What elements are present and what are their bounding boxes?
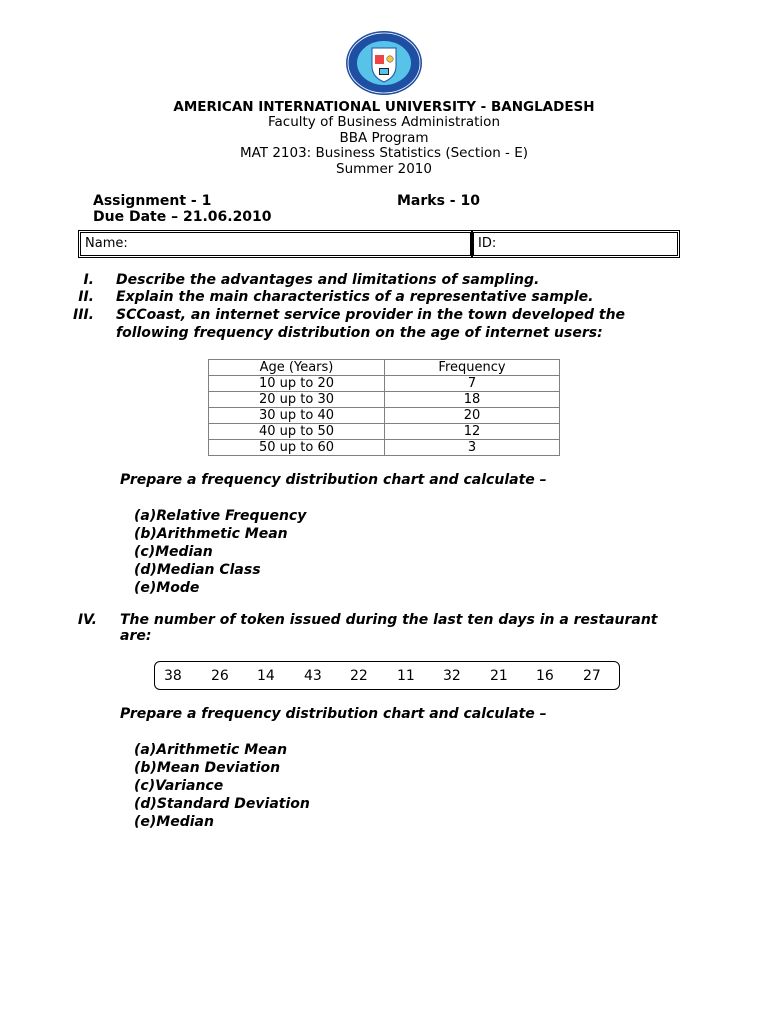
q3-instruction: Prepare a frequency distribution chart and calculate – xyxy=(120,472,547,488)
table-cell: 40 up to 50 xyxy=(209,424,385,440)
token-value: 14 xyxy=(257,668,275,684)
list-item: (c)Variance xyxy=(134,778,224,794)
program-name: BBA Program xyxy=(339,130,429,146)
token-value: 26 xyxy=(211,668,229,684)
table-cell: 18 xyxy=(385,392,560,408)
list-item: (e)Mode xyxy=(134,580,200,596)
faculty-name: Faculty of Business Administration xyxy=(267,114,500,130)
token-value: 16 xyxy=(536,668,554,684)
table-row xyxy=(209,408,560,424)
q3-text-line1: SCCoast, an internet service provider in the town developed the xyxy=(116,307,626,323)
q4-text-line1: The number of token issued during the last ten days in a restaurant xyxy=(120,612,658,628)
list-item: (e)Median xyxy=(134,814,214,830)
table-cell: 10 up to 20 xyxy=(209,376,385,392)
table-cell: 20 xyxy=(385,408,560,424)
id-label: ID: xyxy=(478,236,497,251)
university-name: AMERICAN INTERNATIONAL UNIVERSITY - BANGLADESH xyxy=(173,99,595,115)
q2-text: Explain the main characteristics of a representative sample. xyxy=(116,289,594,305)
marks: Marks - 10 xyxy=(397,193,480,209)
table-cell: 3 xyxy=(385,440,560,456)
table-row xyxy=(209,424,560,440)
q3-subitems xyxy=(134,507,306,597)
term: Summer 2010 xyxy=(336,161,432,177)
name-field[interactable] xyxy=(80,232,471,256)
token-value: 11 xyxy=(397,668,415,684)
table-row xyxy=(209,440,560,456)
table-header-row xyxy=(209,360,560,376)
table-cell: 30 up to 40 xyxy=(209,408,385,424)
q1-number: I. xyxy=(83,272,94,288)
q2-number: II. xyxy=(78,289,94,305)
table-header-age: Age (Years) xyxy=(209,360,385,376)
table-cell: 7 xyxy=(385,376,560,392)
token-value: 32 xyxy=(443,668,461,684)
q4-text-line2: are: xyxy=(120,628,152,644)
token-value: 21 xyxy=(490,668,508,684)
list-item: (b)Mean Deviation xyxy=(134,760,281,776)
q3-text-line2: following frequency distribution on the age of internet users: xyxy=(116,325,603,341)
q1-text: Describe the advantages and limitations of sampling. xyxy=(116,272,540,288)
token-values-box xyxy=(154,661,620,690)
table-row xyxy=(209,392,560,408)
table-row xyxy=(209,376,560,392)
course-title: MAT 2103: Business Statistics (Section - E) xyxy=(239,145,529,161)
list-item: (b)Arithmetic Mean xyxy=(134,526,288,542)
id-field[interactable] xyxy=(473,232,678,256)
list-item: (a)Relative Frequency xyxy=(134,508,307,524)
q4-subitems xyxy=(134,741,310,831)
name-label: Name: xyxy=(85,236,128,251)
q3-number: III. xyxy=(73,307,94,323)
q4-number: IV. xyxy=(77,612,97,628)
token-value: 22 xyxy=(350,668,368,684)
assignment-title: Assignment - 1 xyxy=(93,193,212,209)
token-value: 43 xyxy=(304,668,322,684)
table-header-frequency: Frequency xyxy=(385,360,560,376)
table-cell: 12 xyxy=(385,424,560,440)
age-frequency-table xyxy=(208,359,560,456)
token-value: 38 xyxy=(164,668,182,684)
list-item: (d)Standard Deviation xyxy=(134,796,310,812)
list-item: (a)Arithmetic Mean xyxy=(134,742,288,758)
q4-instruction: Prepare a frequency distribution chart and calculate – xyxy=(120,706,547,722)
university-logo xyxy=(345,30,423,96)
list-item: (d)Median Class xyxy=(134,562,261,578)
table-cell: 20 up to 30 xyxy=(209,392,385,408)
list-item: (c)Median xyxy=(134,544,213,560)
due-date: Due Date – 21.06.2010 xyxy=(93,209,272,225)
token-value: 27 xyxy=(583,668,601,684)
table-cell: 50 up to 60 xyxy=(209,440,385,456)
